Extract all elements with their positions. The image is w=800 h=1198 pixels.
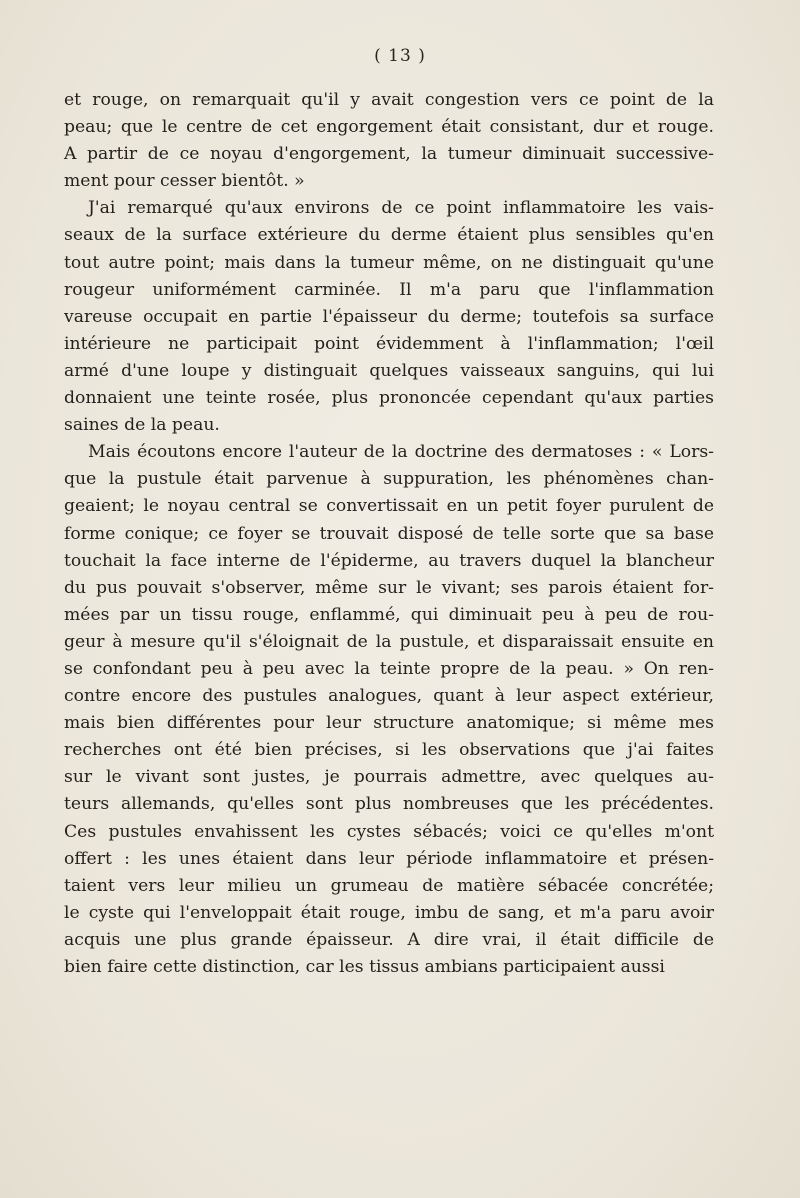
text-line: sur le vivant sont justes, je pourrais admettre, avec quelques au-	[64, 767, 714, 788]
text-line: teurs allemands, qu'elles sont plus nombreuses que les précédentes.	[64, 794, 714, 815]
text-line: intérieure ne participait point évidemment à l'inflammation; l'œil	[64, 333, 714, 354]
text-line: tout autre point; mais dans la tumeur même, on ne distinguait qu'une	[64, 252, 714, 273]
text-line: du pus pouvait s'observer, même sur le vivant; ses parois étaient for-	[64, 577, 714, 598]
text-line: mais bien différentes pour leur structure anatomique; si même mes	[64, 713, 714, 734]
text-line: et rouge, on remarquait qu'il y avait congestion vers ce point de la	[64, 90, 714, 110]
text-line: saines de la peau.	[64, 415, 220, 436]
text-line: bien faire cette distinction, car les tissus ambians participaient aussi	[64, 957, 665, 977]
text-line: geur à mesure qu'il s'éloignait de la pustule, et disparaissait ensuite en	[64, 631, 714, 652]
text-line: peau; que le centre de cet engorgement était consistant, dur et rouge.	[64, 117, 714, 138]
text-line: acquis une plus grande épaisseur. A dire vrai, il était difficile de	[64, 929, 714, 950]
text-line: A partir de ce noyau d'engorgement, la tumeur diminuait successive-	[64, 144, 714, 165]
text-line: J'ai remarqué qu'aux environs de ce point inflammatoire les vais-	[88, 198, 714, 219]
paragraph	[64, 439, 714, 981]
text-line: geaient; le noyau central se convertissait en un petit foyer purulent de	[64, 496, 714, 517]
text-line: taient vers leur milieu un grumeau de matière sébacée concrétée;	[64, 875, 714, 896]
paragraph	[64, 195, 714, 439]
text-line: armé d'une loupe y distinguait quelques vaisseaux sanguins, qui lui	[64, 360, 714, 381]
text-line: touchait la face interne de l'épiderme, au travers duquel la blancheur	[64, 550, 714, 571]
text-line: donnaient une teinte rosée, plus prononcée cependant qu'aux parties	[64, 388, 714, 409]
text-line: forme conique; ce foyer se trouvait disposé de telle sorte que sa base	[64, 523, 714, 544]
body-text	[64, 87, 714, 981]
text-line: vareuse occupait en partie l'épaisseur du derme; toutefois sa surface	[64, 306, 714, 327]
text-line: seaux de la surface extérieure du derme étaient plus sensibles qu'en	[64, 225, 714, 246]
text-line: Ces pustules envahissent les cystes sébacés; voici ce qu'elles m'ont	[64, 821, 714, 842]
text-line: mées par un tissu rouge, enflammé, qui diminuait peu à peu de rou-	[64, 604, 714, 625]
text-line: recherches ont été bien précises, si les observations que j'ai faites	[64, 740, 714, 761]
text-line: contre encore des pustules analogues, quant à leur aspect extérieur,	[64, 686, 714, 707]
text-line: que la pustule était parvenue à suppuration, les phénomènes chan-	[64, 469, 714, 490]
text-line: Mais écoutons encore l'auteur de la doctrine des dermatoses : « Lors-	[88, 442, 714, 463]
text-line: se confondant peu à peu avec la teinte propre de la peau. » On ren-	[64, 658, 714, 679]
text-line: ment pour cesser bientôt. »	[64, 171, 305, 192]
text-line: offert : les unes étaient dans leur période inflammatoire et présen-	[64, 848, 714, 869]
paragraph	[64, 87, 714, 195]
text-line: le cyste qui l'enveloppait était rouge, imbu de sang, et m'a paru avoir	[64, 902, 714, 923]
text-line: rougeur uniformément carminée. Il m'a paru que l'inflammation	[64, 279, 714, 300]
page-number: ( 13 )	[374, 46, 426, 66]
